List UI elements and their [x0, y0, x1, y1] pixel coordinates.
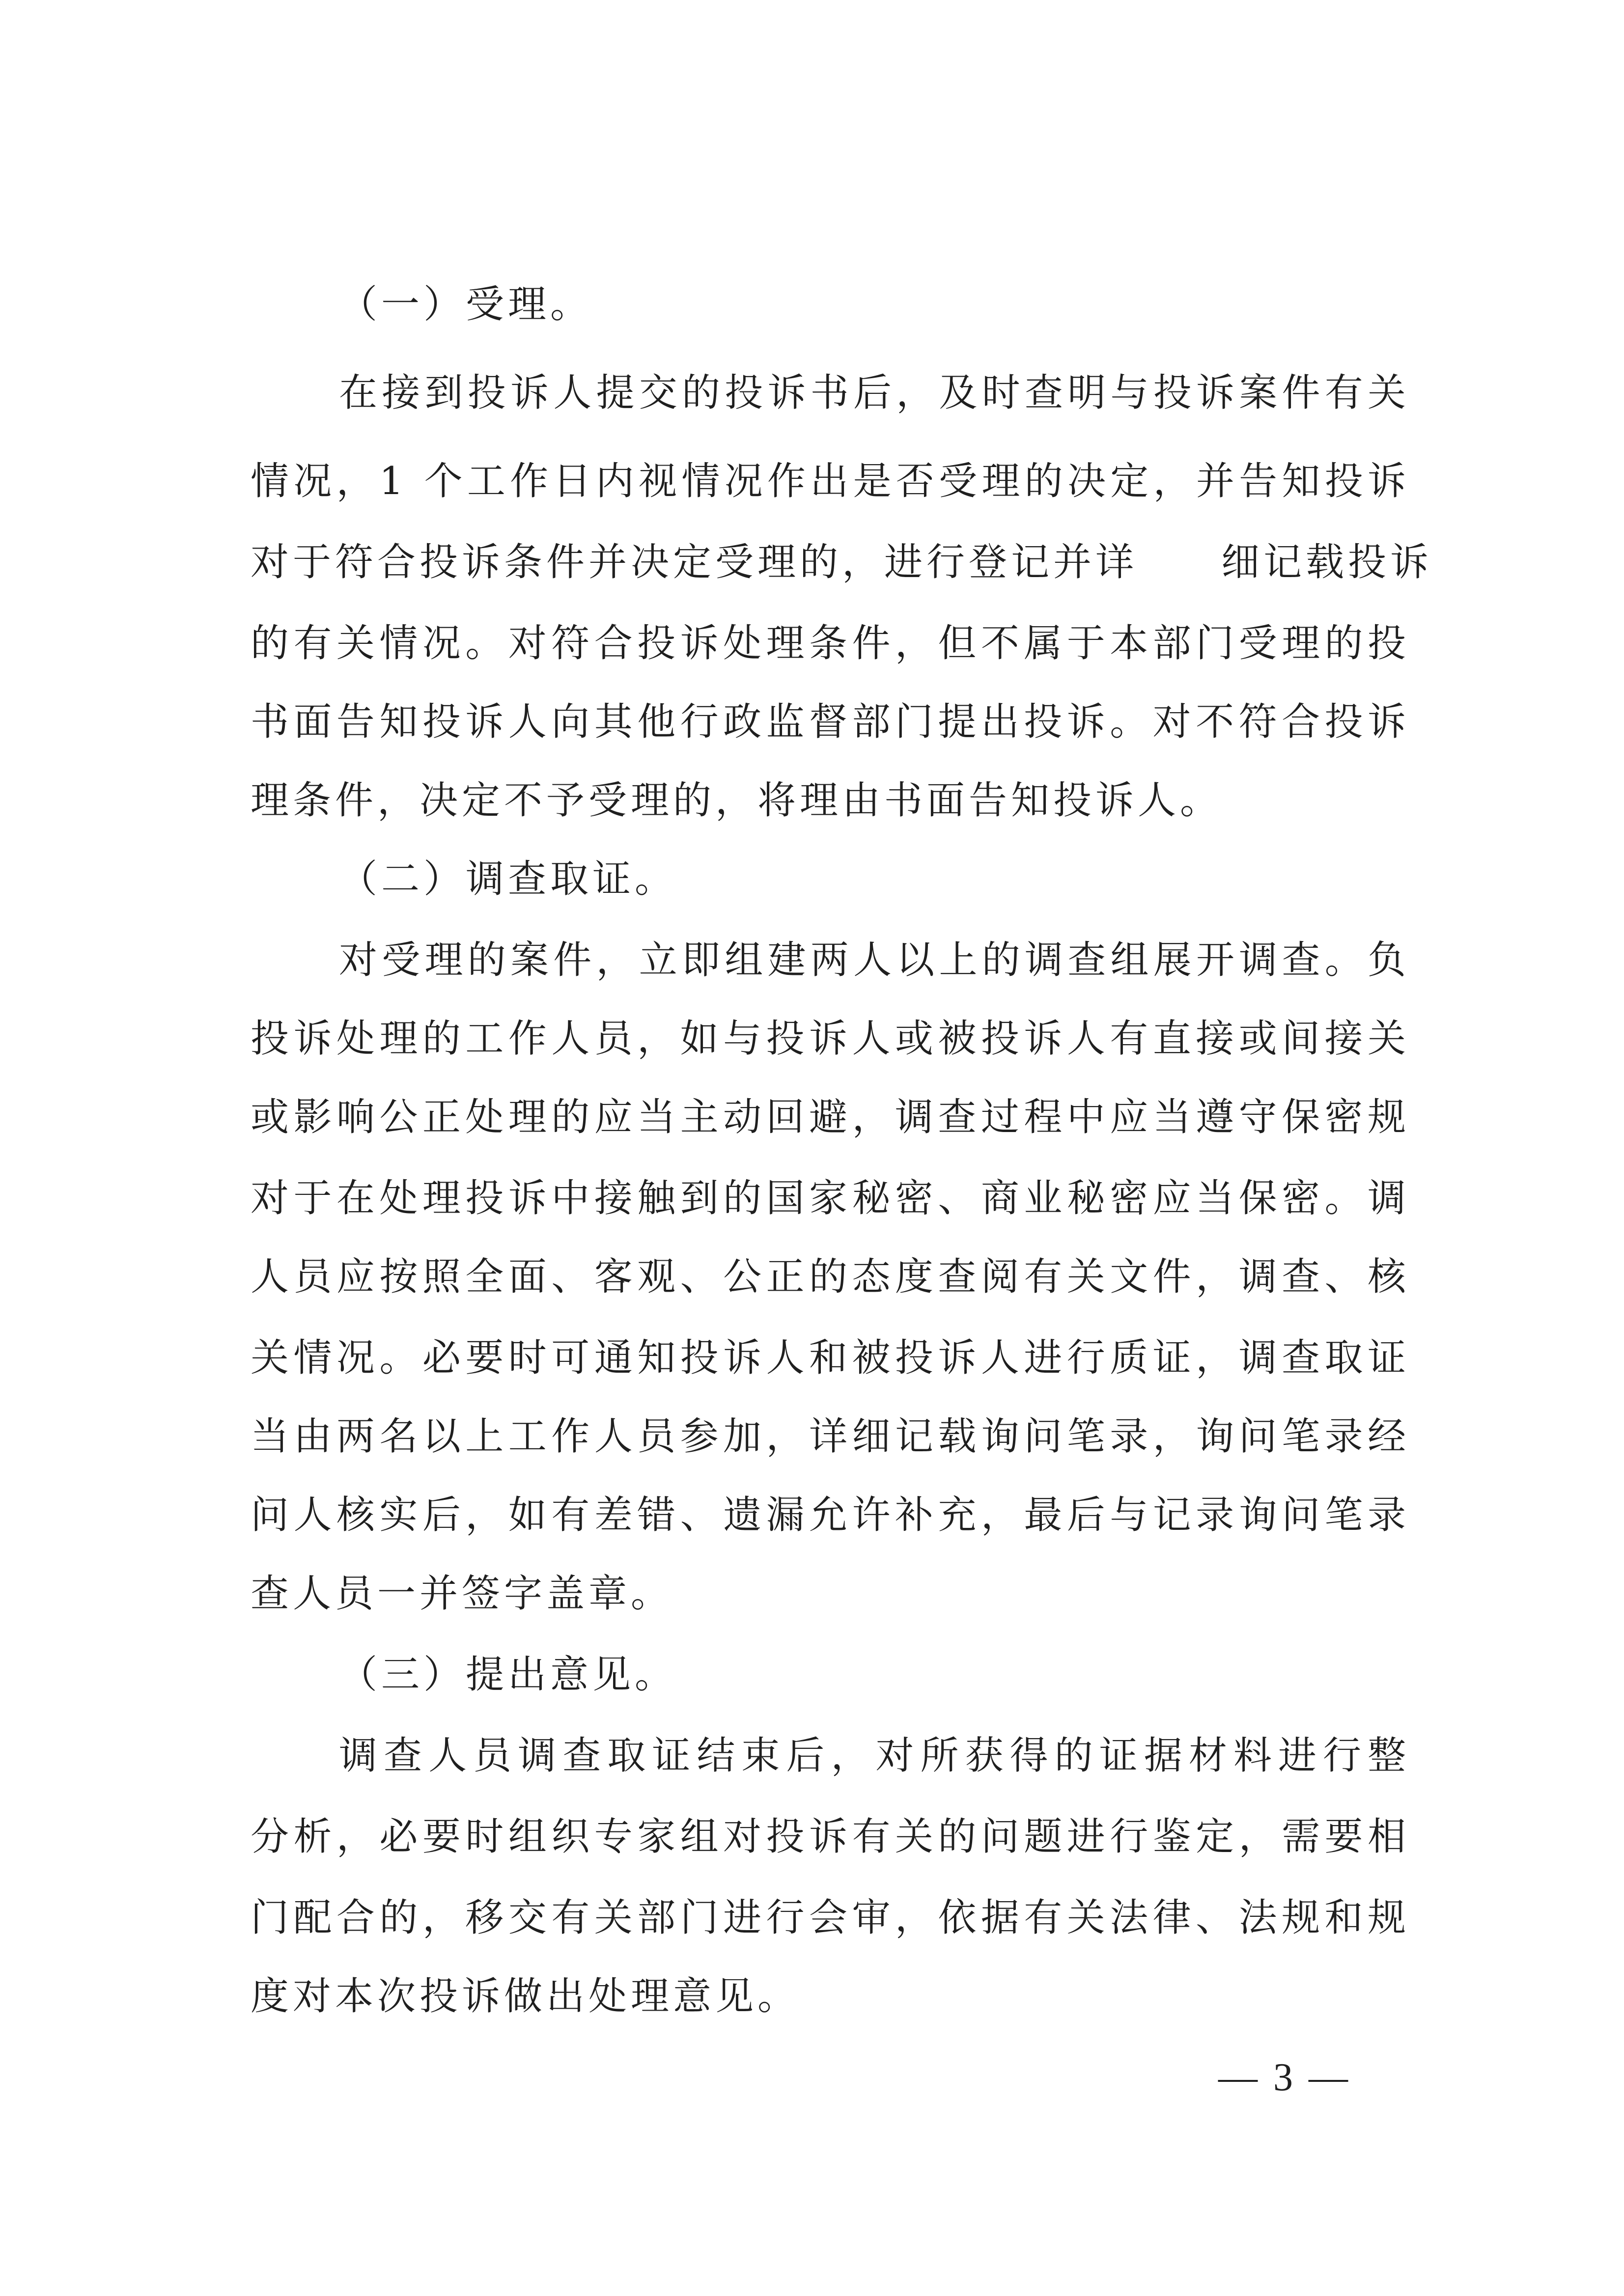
paragraph-line: 关情况。必要时可通知投诉人和被投诉人进行质证，调查取证 [251, 1336, 1410, 1380]
paragraph-line: 对受理的案件，立即组建两人以上的调查组展开调查。负 [339, 938, 1410, 982]
paragraph-line: 书面告知投诉人向其他行政监督部门提出投诉。对不符合投诉 [251, 700, 1410, 744]
paragraph-line: 或影响公正处理的应当主动回避，调查过程中应当遵守保密规 [251, 1095, 1410, 1139]
paragraph-line: 查人员一并签字盖章。 [251, 1572, 673, 1616]
paragraph-line: 在接到投诉人提交的投诉书后，及时查明与投诉案件有关 [339, 371, 1410, 415]
paragraph-line: 人员应按照全面、客观、公正的态度查阅有关文件，调查、核 [251, 1255, 1410, 1299]
paragraph-line: 情况，1 个工作日内视情况作出是否受理的决定，并告知投诉 [251, 459, 1410, 503]
paragraph-line-with-gap [251, 538, 1433, 587]
paragraph-line: 调查人员调查取证结束后，对所获得的证据材料进行整 [339, 1734, 1410, 1778]
paragraph-line: 问人核实后，如有差错、遗漏允许补充，最后与记录询问笔录 [251, 1493, 1410, 1537]
paragraph-line: 投诉处理的工作人员，如与投诉人或被投诉人有直接或间接关 [251, 1017, 1410, 1061]
paragraph-line: 门配合的，移交有关部门进行会审，依据有关法律、法规和规 [251, 1896, 1410, 1940]
page-number: — 3 — [1218, 2056, 1351, 2099]
paragraph-line: 当由两名以上工作人员参加，详细记载询问笔录，询问笔录经 [251, 1414, 1410, 1459]
paragraph-line: 对于在处理投诉中接触到的国家秘密、商业秘密应当保密。调 [251, 1176, 1410, 1220]
paragraph-line: 度对本次投诉做出处理意见。 [251, 1974, 800, 2019]
section-heading-acceptance: （一）受理。 [339, 282, 593, 327]
section-heading-investigation: （二）调查取证。 [339, 857, 677, 901]
paragraph-line: 理条件，决定不予受理的，将理由书面告知投诉人。 [251, 778, 1223, 823]
paragraph-line-part-1: 对于符合投诉条件并决定受理的，进行登记并详 [251, 540, 1138, 584]
section-heading-opinion: （三）提出意见。 [339, 1653, 677, 1697]
paragraph-line: 分析，必要时组织专家组对投诉有关的问题进行鉴定，需要相 [251, 1815, 1410, 1859]
paragraph-line-part-2: 细记载投诉 [1221, 540, 1433, 584]
paragraph-line: 的有关情况。对符合投诉处理条件，但不属于本部门受理的投 [251, 621, 1410, 665]
